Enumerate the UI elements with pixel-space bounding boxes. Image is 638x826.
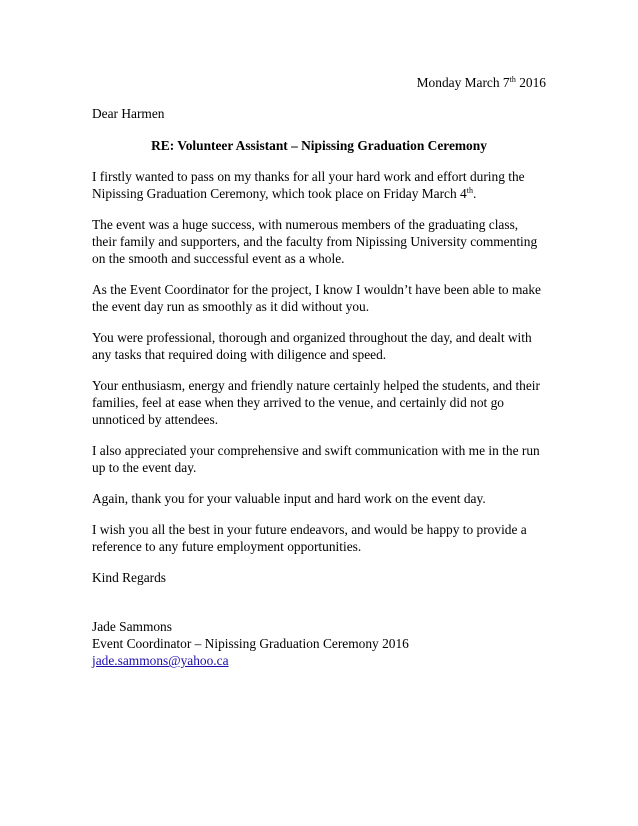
paragraph-professional: You were professional, thorough and organized throughout the day, and dealt with any tasks that required doing with diligence and speed. — [92, 330, 532, 362]
letter-date — [92, 74, 546, 91]
salutation: Dear Harmen — [92, 106, 165, 121]
closing: Kind Regards — [92, 570, 167, 585]
subject-line: RE: Volunteer Assistant – Nipissing Graduation Ceremony — [151, 138, 487, 153]
date-text: Monday March 7 — [416, 75, 510, 90]
date-ordinal-suffix: th — [509, 75, 516, 84]
paragraph-text: I firstly wanted to pass on my thanks for all your hard work and effort during the Nipissing Graduation Ceremony, which took place on Friday March 4 — [92, 169, 525, 201]
paragraph-communication: I also appreciated your comprehensive and swift communication with me in the run up to the event day. — [92, 443, 540, 475]
paragraph-ordinal-suffix: th — [466, 186, 473, 195]
signature-email-line — [92, 652, 546, 669]
paragraph-enthusiasm: Your enthusiasm, energy and friendly nature certainly helped the students, and their families, feel at ease when they arrived to the venue, and certainly did not go unnoticed by attendees. — [92, 378, 540, 427]
signature-name: Jade Sammons — [92, 619, 172, 634]
paragraph-end: . — [472, 186, 477, 201]
signature-block — [92, 618, 546, 669]
paragraph-thanks — [92, 168, 546, 202]
paragraph-reference: I wish you all the best in your future endeavors, and would be happy to provide a reference to any future employment opportunities. — [92, 522, 527, 554]
letter-body — [92, 74, 546, 669]
paragraph-coordinator: As the Event Coordinator for the project, I know I wouldn’t have been able to make the event day run as smoothly as it did without you. — [92, 282, 541, 314]
signature-title: Event Coordinator – Nipissing Graduation Ceremony 2016 — [92, 636, 409, 651]
date-year: 2016 — [515, 75, 546, 90]
email-link[interactable]: jade.sammons@yahoo.ca — [92, 653, 229, 668]
paragraph-thank-you: Again, thank you for your valuable input and hard work on the event day. — [92, 491, 486, 506]
paragraph-success: The event was a huge success, with numerous members of the graduating class, their family and supporters, and the faculty from Nipissing University commenting on the smooth and successful event as a whole. — [92, 217, 538, 266]
